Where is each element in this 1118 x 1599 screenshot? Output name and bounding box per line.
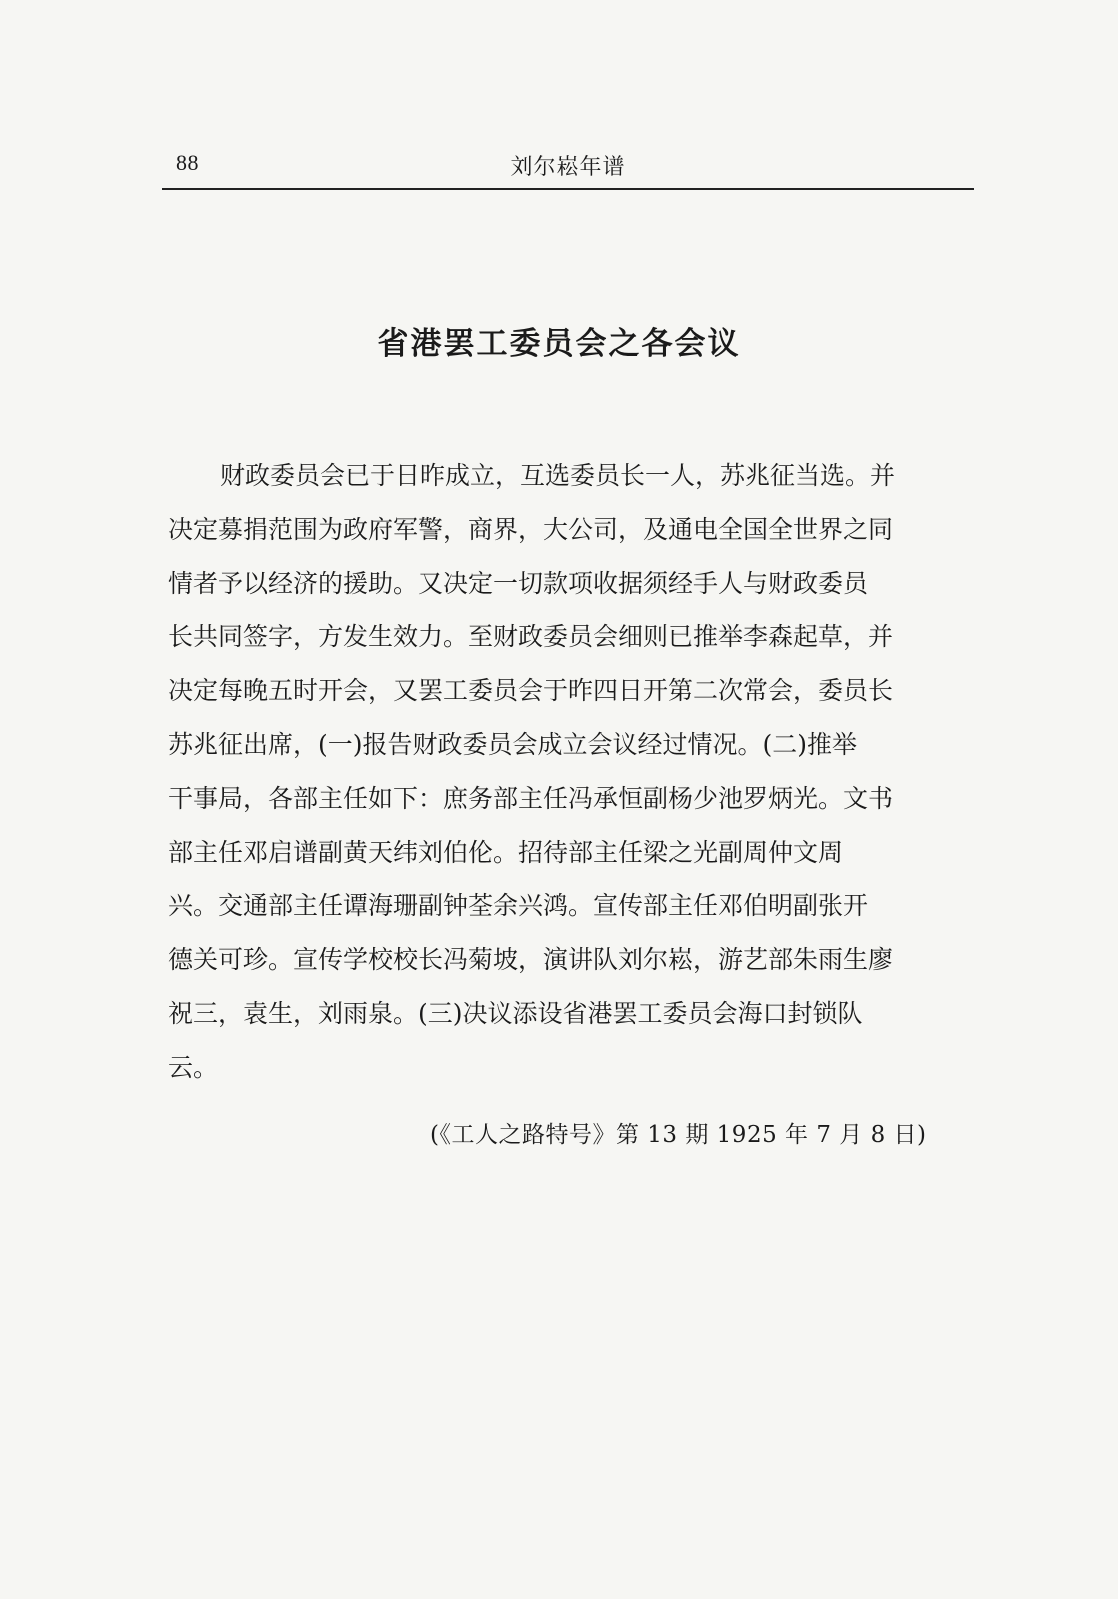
body-line: 情者予以经济的援助。又决定一切款项收据须经手人与财政委员	[168, 568, 869, 598]
body-line: 部主任邓启谱副黄天纬刘伯伦。招待部主任梁之光副周仲文周	[168, 837, 844, 867]
body-line: 祝三，袁生，刘雨泉。(三)决议添设省港罢工委员会海口封锁队	[168, 998, 863, 1028]
page-header	[162, 146, 974, 194]
body-line: 长共同签字，方发生效力。至财政委员会细则已推举李森起草，并	[168, 622, 894, 652]
body-line: 苏兆征出席，(一)报告财政委员会成立会议经过情况。(二)推举	[168, 729, 858, 759]
article-body	[168, 458, 980, 1104]
body-line: 决定募捐范围为政府军警，商界，大公司，及通电全国全世界之同	[168, 514, 894, 544]
header-rule	[162, 188, 974, 190]
body-line: 决定每晚五时开会，又罢工委员会于昨四日开第二次常会，委员长	[168, 676, 894, 706]
body-line: 兴。交通部主任谭海珊副钟荃余兴鸿。宣传部主任邓伯明副张开	[168, 891, 869, 921]
running-title: 刘尔崧年谱	[510, 155, 626, 180]
source-citation: (《工人之路特号》第 13 期 1925 年 7 月 8 日)	[430, 1122, 927, 1148]
body-line: 干事局，各部主任如下：庶务部主任冯承恒副杨少池罗炳光。文书	[168, 783, 894, 813]
body-line: 德关可珍。宣传学校校长冯菊坡，演讲队刘尔崧，游艺部朱雨生廖	[168, 945, 894, 975]
article-title: 省港罢工委员会之各会议	[377, 326, 741, 362]
body-line: 云。	[168, 1052, 219, 1082]
body-line: 财政委员会已于日昨成立，互选委员长一人，苏兆征当选。并	[220, 461, 896, 490]
page-number: 88	[176, 150, 199, 175]
